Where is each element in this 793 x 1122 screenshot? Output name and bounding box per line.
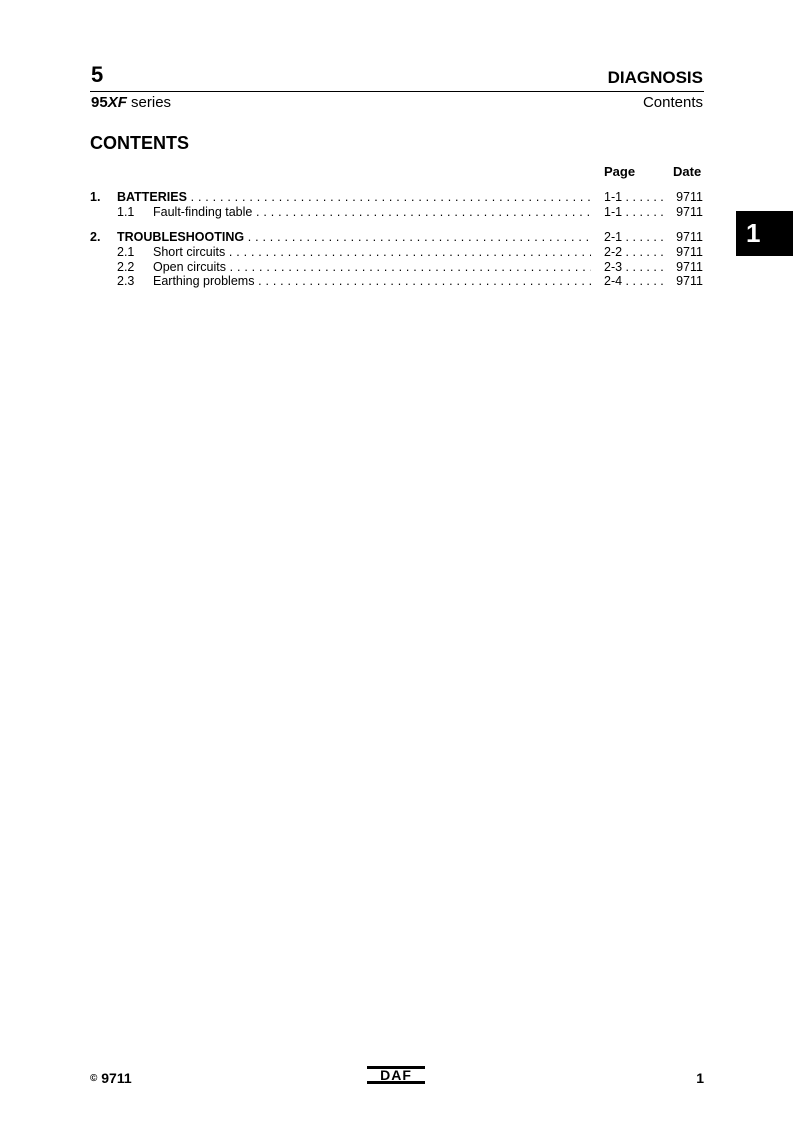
toc-entry-page: 2-4 . . . (604, 274, 664, 289)
header-divider (90, 91, 704, 92)
toc-entry-title: Earthing problems . . . (153, 274, 591, 289)
toc-entry-date: 9711 (676, 205, 703, 219)
toc-entry-number: 1. (90, 190, 101, 204)
toc-entry[interactable] (90, 205, 703, 220)
toc-entry-date: 9711 (676, 190, 703, 204)
toc-entry-page: 2-2 . . . (604, 245, 664, 260)
column-header-page: Page (604, 164, 636, 179)
toc-entry-number: 2.1 (117, 245, 135, 259)
chapter-tab: 1 (736, 211, 793, 256)
series-label (91, 93, 171, 112)
toc-entry-title: Open circuits . . . (153, 260, 591, 275)
daf-logo-text: DAF (380, 1067, 412, 1083)
toc-entry-date: 9711 (676, 230, 703, 244)
footer-date-value: 9711 (101, 1070, 132, 1086)
toc-entry-page: 1-1 . . . (604, 205, 664, 220)
toc-entry-title: Fault-finding table . . . (153, 205, 591, 220)
series-model (91, 94, 127, 111)
toc-entry-date: 9711 (676, 245, 703, 259)
toc-entry-number: 2. (90, 230, 101, 244)
copyright-symbol: © (90, 1073, 98, 1084)
toc-entry[interactable] (90, 274, 703, 289)
section-title: DIAGNOSIS (607, 68, 703, 87)
toc-entry-title: BATTERIES . . . (117, 190, 591, 205)
toc-entry[interactable] (90, 230, 703, 245)
contents-heading: CONTENTS (90, 133, 189, 153)
toc-entry-title: TROUBLESHOOTING . . . (117, 230, 591, 245)
toc-entry-date: 9711 (676, 260, 703, 274)
series-suffix: series (126, 94, 172, 111)
series-model-prefix: 95 (91, 94, 108, 111)
toc-entry-page: 2-1 . . . (604, 230, 664, 245)
page-number: 1 (696, 1070, 704, 1086)
section-number: 5 (91, 62, 104, 87)
toc-entry-date: 9711 (676, 274, 703, 288)
toc-entry-number: 2.2 (117, 260, 135, 274)
column-header-date: Date (673, 164, 702, 179)
page-subtitle: Contents (642, 94, 703, 111)
daf-logo (367, 1066, 425, 1084)
toc-entry[interactable] (90, 245, 703, 260)
toc-entry-page: 2-3 . . . (604, 260, 664, 275)
footer-date (90, 1069, 132, 1088)
toc-entry[interactable] (90, 260, 703, 275)
toc-entry-page: 1-1 . . . (604, 190, 664, 205)
toc-entry-number: 2.3 (117, 274, 135, 288)
toc-entry-title: Short circuits . . . (153, 245, 591, 260)
series-model-italic: XF (107, 94, 127, 111)
toc-entry[interactable] (90, 190, 703, 205)
toc-entry-number: 1.1 (117, 205, 135, 219)
